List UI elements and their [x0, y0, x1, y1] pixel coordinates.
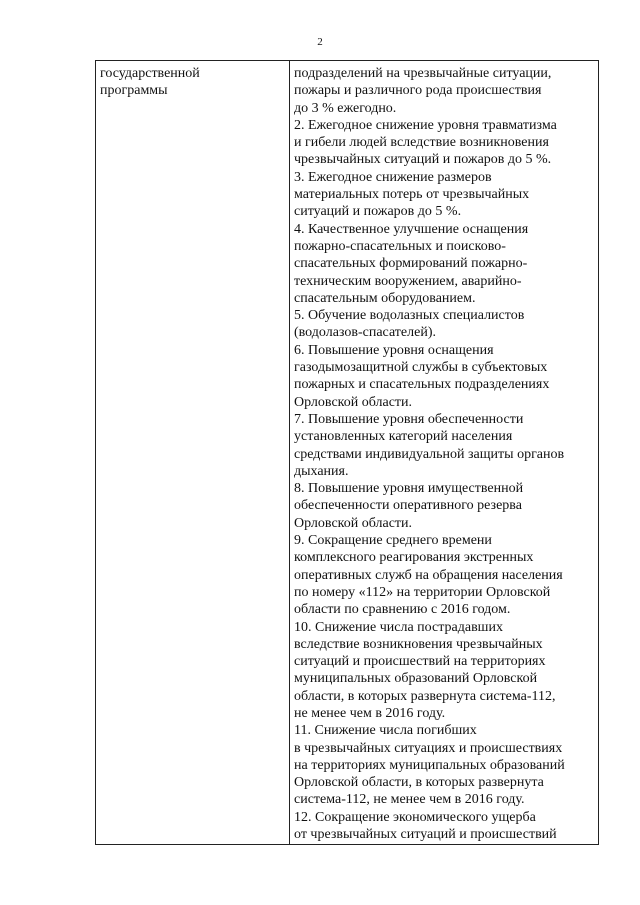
list-item: 5. Обучение водолазных специалистов (водолазов-спасателей).	[294, 308, 525, 341]
list-item: подразделений на чрезвычайные ситуации, пожары и различного рода происшествия до 3 % ежегодно.	[294, 66, 552, 116]
list-item: 9. Сокращение среднего времени комплексного реагирования экстренных оперативных служб на обращения населения по номеру «112» на территории Орловской области по сравнению с 2016 годом.	[294, 533, 563, 618]
list-item: 7. Повышение уровня обеспеченности установленных категорий населения средствами индивидуальной защиты органов дыхания.	[294, 411, 565, 479]
page-number: 2	[317, 36, 323, 48]
list-item: 10. Снижение числа пострадавших вследствие возникновения чрезвычайных ситуаций и происшествий на территориях муниципальных образований Орловской области, в которых развернута система-112, не менее чем в 2016 году.	[294, 619, 556, 721]
list-item: 8. Повышение уровня имущественной обеспеченности оперативного резерва Орловской области.	[294, 481, 524, 531]
list-item: 12. Сокращение экономического ущерба от чрезвычайных ситуаций и происшествий	[294, 809, 557, 843]
program-label-text: государственной программы	[100, 66, 200, 99]
list-item: 11. Снижение числа погибших в чрезвычайных ситуациях и происшествиях на территориях муниципальных образований Орловской области, в которых развернута система-112, не менее чем в 2016 году.	[294, 723, 565, 808]
list-item: 2. Ежегодное снижение уровня травматизма и гибели людей вследствие возникновения чрезвычайных ситуаций и пожаров до 5 %.	[294, 117, 557, 168]
list-item: 6. Повышение уровня оснащения газодымозащитной службы в субъектовых пожарных и спасательных подразделениях Орловской области.	[294, 342, 550, 410]
list-item: 4. Качественное улучшение оснащения пожарно-спасательных и поисково- спасательных формирований пожарно- техническим вооружением, аварийно- спасательным оборудованием.	[294, 221, 529, 306]
table-cell-left	[96, 61, 290, 845]
table-row	[96, 61, 599, 845]
list-item: 3. Ежегодное снижение размеров материальных потерь от чрезвычайных ситуаций и пожаров до 5 %.	[294, 169, 530, 220]
program-table	[95, 60, 599, 845]
table-cell-right	[290, 61, 599, 845]
